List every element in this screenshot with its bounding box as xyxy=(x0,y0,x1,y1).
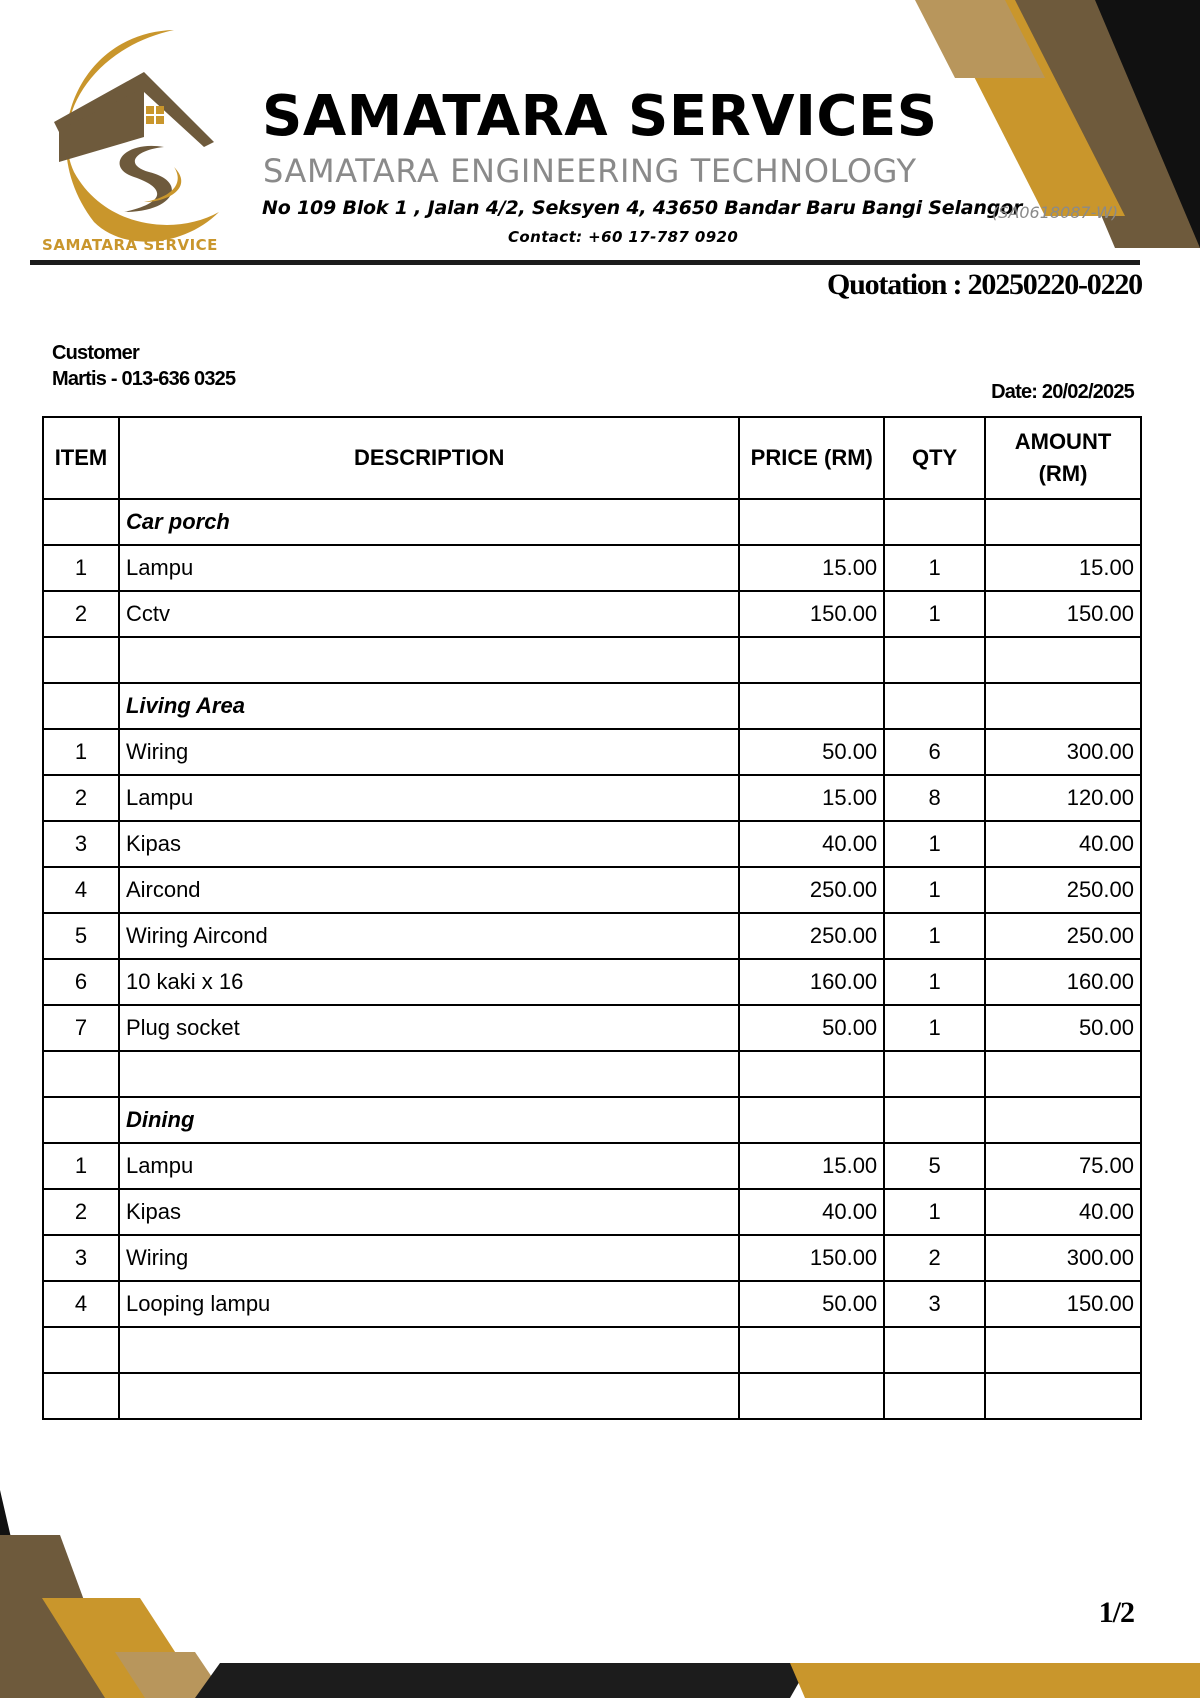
cell-item xyxy=(43,1051,119,1097)
page-number: 1/2 xyxy=(1098,1596,1134,1629)
cell-amount xyxy=(985,1097,1141,1143)
table-row xyxy=(43,867,1141,913)
cell-qty xyxy=(884,1373,985,1419)
cell-item xyxy=(43,683,119,729)
section-row xyxy=(43,683,1141,729)
cell-amount: 150.00 xyxy=(985,591,1141,637)
cell-item: 2 xyxy=(43,1189,119,1235)
cell-amount: 300.00 xyxy=(985,1235,1141,1281)
cell-price: 40.00 xyxy=(739,1189,884,1235)
cell-price: 150.00 xyxy=(739,591,884,637)
cell-price: 50.00 xyxy=(739,729,884,775)
company-logo xyxy=(24,22,236,258)
cell-amount xyxy=(985,499,1141,545)
cell-item: 1 xyxy=(43,729,119,775)
cell-qty xyxy=(884,499,985,545)
logo-text: SAMATARA SERVICE xyxy=(42,236,218,254)
header-divider xyxy=(30,260,1140,265)
cell-qty: 1 xyxy=(884,913,985,959)
cell-item: 1 xyxy=(43,545,119,591)
company-address: No 109 Blok 1 , Jalan 4/2, Seksyen 4, 43650 Bandar Baru Bangi Selangor xyxy=(262,197,1023,219)
cell-description: Kipas xyxy=(119,821,739,867)
cell-price xyxy=(739,683,884,729)
table-row xyxy=(43,1235,1141,1281)
table-row xyxy=(43,1373,1141,1419)
cell-amount: 250.00 xyxy=(985,867,1141,913)
cell-description: Cctv xyxy=(119,591,739,637)
cell-description: Car porch xyxy=(119,499,739,545)
cell-qty: 1 xyxy=(884,591,985,637)
section-row xyxy=(43,1097,1141,1143)
cell-qty: 1 xyxy=(884,867,985,913)
cell-price: 150.00 xyxy=(739,1235,884,1281)
cell-item xyxy=(43,637,119,683)
cell-description: Living Area xyxy=(119,683,739,729)
cell-description: Wiring xyxy=(119,729,739,775)
cell-qty: 8 xyxy=(884,775,985,821)
bottom-band-dark xyxy=(195,1663,810,1698)
cell-amount xyxy=(985,1327,1141,1373)
cell-qty: 1 xyxy=(884,1005,985,1051)
cell-item: 1 xyxy=(43,1143,119,1189)
header-qty: QTY xyxy=(884,417,985,499)
table-row xyxy=(43,1005,1141,1051)
quotation-date: Date: 20/02/2025 xyxy=(991,381,1134,403)
table-row xyxy=(43,591,1141,637)
cell-price: 15.00 xyxy=(739,1143,884,1189)
cell-item: 6 xyxy=(43,959,119,1005)
cell-amount: 40.00 xyxy=(985,1189,1141,1235)
cell-description: Lampu xyxy=(119,775,739,821)
table-row xyxy=(43,1327,1141,1373)
cell-item xyxy=(43,1097,119,1143)
cell-price: 15.00 xyxy=(739,545,884,591)
table-row xyxy=(43,913,1141,959)
cell-qty: 6 xyxy=(884,729,985,775)
cell-amount: 40.00 xyxy=(985,821,1141,867)
table-row xyxy=(43,545,1141,591)
cell-description xyxy=(119,1051,739,1097)
cell-qty: 2 xyxy=(884,1235,985,1281)
cell-description: 10 kaki x 16 xyxy=(119,959,739,1005)
cell-price xyxy=(739,1051,884,1097)
cell-description xyxy=(119,1327,739,1373)
customer-label: Customer xyxy=(52,342,139,364)
table-row xyxy=(43,775,1141,821)
cell-description: Kipas xyxy=(119,1189,739,1235)
cell-price xyxy=(739,637,884,683)
cell-description: Wiring xyxy=(119,1235,739,1281)
customer-detail: Martis - 013-636 0325 xyxy=(52,368,236,390)
header-description: DESCRIPTION xyxy=(119,417,739,499)
cell-price xyxy=(739,1097,884,1143)
cell-qty: 5 xyxy=(884,1143,985,1189)
cell-amount xyxy=(985,1373,1141,1419)
cell-price: 250.00 xyxy=(739,867,884,913)
cell-price: 40.00 xyxy=(739,821,884,867)
cell-price: 160.00 xyxy=(739,959,884,1005)
cell-price: 250.00 xyxy=(739,913,884,959)
cell-description: Lampu xyxy=(119,1143,739,1189)
quotation-number: Quotation : 20250220-0220 xyxy=(826,268,1142,301)
cell-qty: 3 xyxy=(884,1281,985,1327)
cell-amount: 160.00 xyxy=(985,959,1141,1005)
cell-description xyxy=(119,637,739,683)
cell-price: 15.00 xyxy=(739,775,884,821)
cell-amount: 300.00 xyxy=(985,729,1141,775)
table-row xyxy=(43,1281,1141,1327)
company-name: SAMATARA SERVICES xyxy=(262,84,938,149)
table-header-row xyxy=(43,417,1141,499)
cell-qty xyxy=(884,1327,985,1373)
cell-price: 50.00 xyxy=(739,1005,884,1051)
table-body xyxy=(43,499,1141,1419)
cell-price xyxy=(739,1373,884,1419)
cell-item: 4 xyxy=(43,1281,119,1327)
cell-item: 2 xyxy=(43,591,119,637)
cell-qty xyxy=(884,1097,985,1143)
cell-description: Looping lampu xyxy=(119,1281,739,1327)
table-row xyxy=(43,1051,1141,1097)
cell-qty: 1 xyxy=(884,1189,985,1235)
cell-amount: 120.00 xyxy=(985,775,1141,821)
cell-amount: 15.00 xyxy=(985,545,1141,591)
table-row xyxy=(43,729,1141,775)
table-row xyxy=(43,637,1141,683)
cell-item xyxy=(43,1373,119,1419)
items-table xyxy=(42,416,1142,1420)
cell-description: Dining xyxy=(119,1097,739,1143)
header-price: PRICE (RM) xyxy=(739,417,884,499)
header-item: ITEM xyxy=(43,417,119,499)
cell-amount xyxy=(985,1051,1141,1097)
cell-item: 3 xyxy=(43,821,119,867)
cell-qty xyxy=(884,637,985,683)
cell-price xyxy=(739,499,884,545)
cell-amount: 75.00 xyxy=(985,1143,1141,1189)
bottom-band-gold xyxy=(790,1663,1200,1698)
cell-price xyxy=(739,1327,884,1373)
cell-qty xyxy=(884,683,985,729)
cell-description: Lampu xyxy=(119,545,739,591)
cell-amount xyxy=(985,637,1141,683)
cell-description: Aircond xyxy=(119,867,739,913)
cell-qty xyxy=(884,1051,985,1097)
section-row xyxy=(43,499,1141,545)
cell-qty: 1 xyxy=(884,959,985,1005)
cell-item: 5 xyxy=(43,913,119,959)
cell-amount: 150.00 xyxy=(985,1281,1141,1327)
cell-item: 2 xyxy=(43,775,119,821)
company-contact: Contact: +60 17-787 0920 xyxy=(508,228,739,246)
cell-item: 3 xyxy=(43,1235,119,1281)
company-subtitle: SAMATARA ENGINEERING TECHNOLOGY xyxy=(263,152,917,190)
cell-qty: 1 xyxy=(884,545,985,591)
cell-description: Plug socket xyxy=(119,1005,739,1051)
cell-item: 7 xyxy=(43,1005,119,1051)
header-amount: AMOUNT (RM) xyxy=(985,417,1141,499)
table-row xyxy=(43,1143,1141,1189)
table-row xyxy=(43,821,1141,867)
cell-amount: 50.00 xyxy=(985,1005,1141,1051)
cell-amount: 250.00 xyxy=(985,913,1141,959)
cell-description xyxy=(119,1373,739,1419)
company-registration: (SA0618087-W) xyxy=(992,203,1119,222)
customer-block xyxy=(52,340,235,392)
table-row xyxy=(43,959,1141,1005)
cell-item xyxy=(43,499,119,545)
cell-price: 50.00 xyxy=(739,1281,884,1327)
cell-item xyxy=(43,1327,119,1373)
cell-amount xyxy=(985,683,1141,729)
cell-qty: 1 xyxy=(884,821,985,867)
table-row xyxy=(43,1189,1141,1235)
cell-item: 4 xyxy=(43,867,119,913)
cell-description: Wiring Aircond xyxy=(119,913,739,959)
